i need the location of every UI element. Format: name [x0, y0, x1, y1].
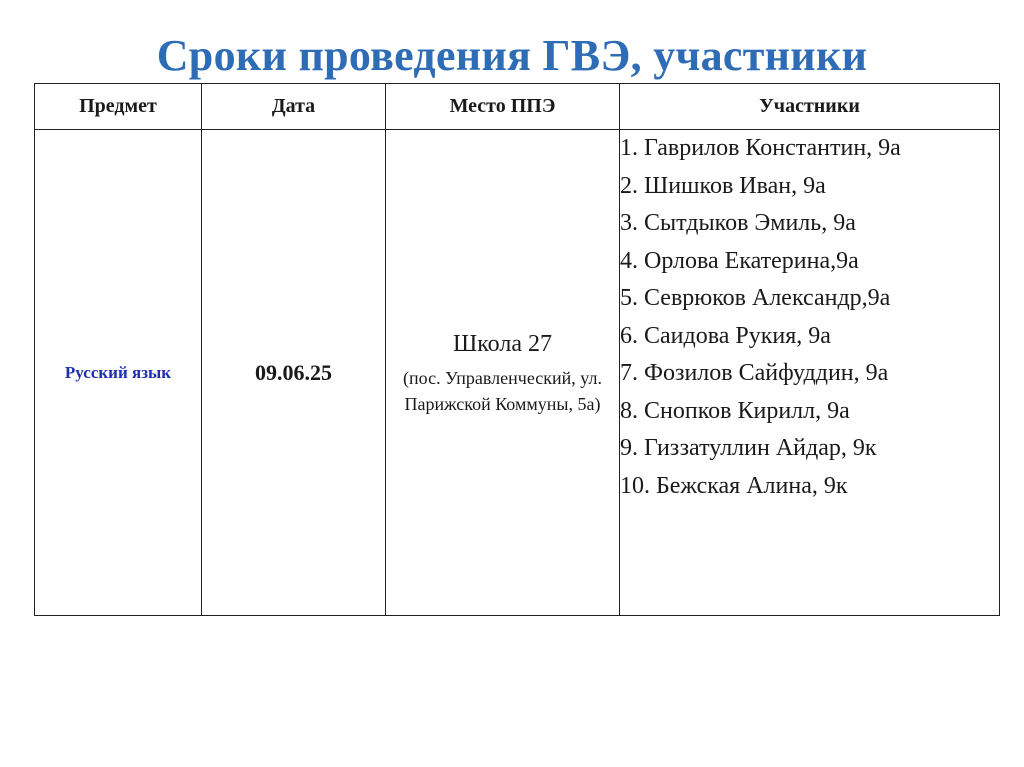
header-subject: Предмет — [35, 84, 202, 130]
participant-item: 4. Орлова Екатерина,9а — [620, 247, 859, 274]
table-row — [35, 130, 1000, 616]
participant-item: 7. Фозилов Сайфуддин, 9а — [620, 360, 889, 386]
header-place: Место ППЭ — [386, 84, 620, 130]
participant-item: 9. Гиззатуллин Айдар, 9к — [620, 435, 877, 461]
schedule-table — [34, 83, 1000, 616]
place-cell — [386, 130, 620, 616]
table-header — [35, 84, 1000, 130]
header-row — [35, 84, 1000, 130]
subject-cell: Русский язык — [35, 130, 202, 616]
table-body — [35, 130, 1000, 616]
place-name: Школа 27 — [453, 330, 552, 357]
header-date: Дата — [202, 84, 386, 130]
participant-item: 2. Шишков Иван, 9а — [620, 172, 826, 199]
participant-list — [620, 130, 999, 505]
participant-item: 3. Сытдыков Эмиль, 9а — [620, 210, 856, 236]
participant-item: 6. Саидова Рукия, 9а — [620, 322, 831, 349]
header-participants: Участники — [620, 84, 1000, 130]
page-title: Сроки проведения ГВЭ, участники — [156, 31, 868, 80]
participant-item: 5. Севрюков Александр,9а — [620, 285, 891, 311]
date-cell: 09.06.25 — [202, 130, 386, 616]
participant-item: 10. Бежская Алина, 9к — [620, 472, 848, 499]
participant-item: 1. Гаврилов Константин, 9а — [620, 135, 901, 161]
place-address: (пос. Управленческий, ул. Парижской Коммуны, 5а) — [403, 367, 602, 414]
participant-item: 8. Снопков Кирилл, 9а — [620, 397, 850, 424]
participants-cell — [620, 130, 1000, 616]
